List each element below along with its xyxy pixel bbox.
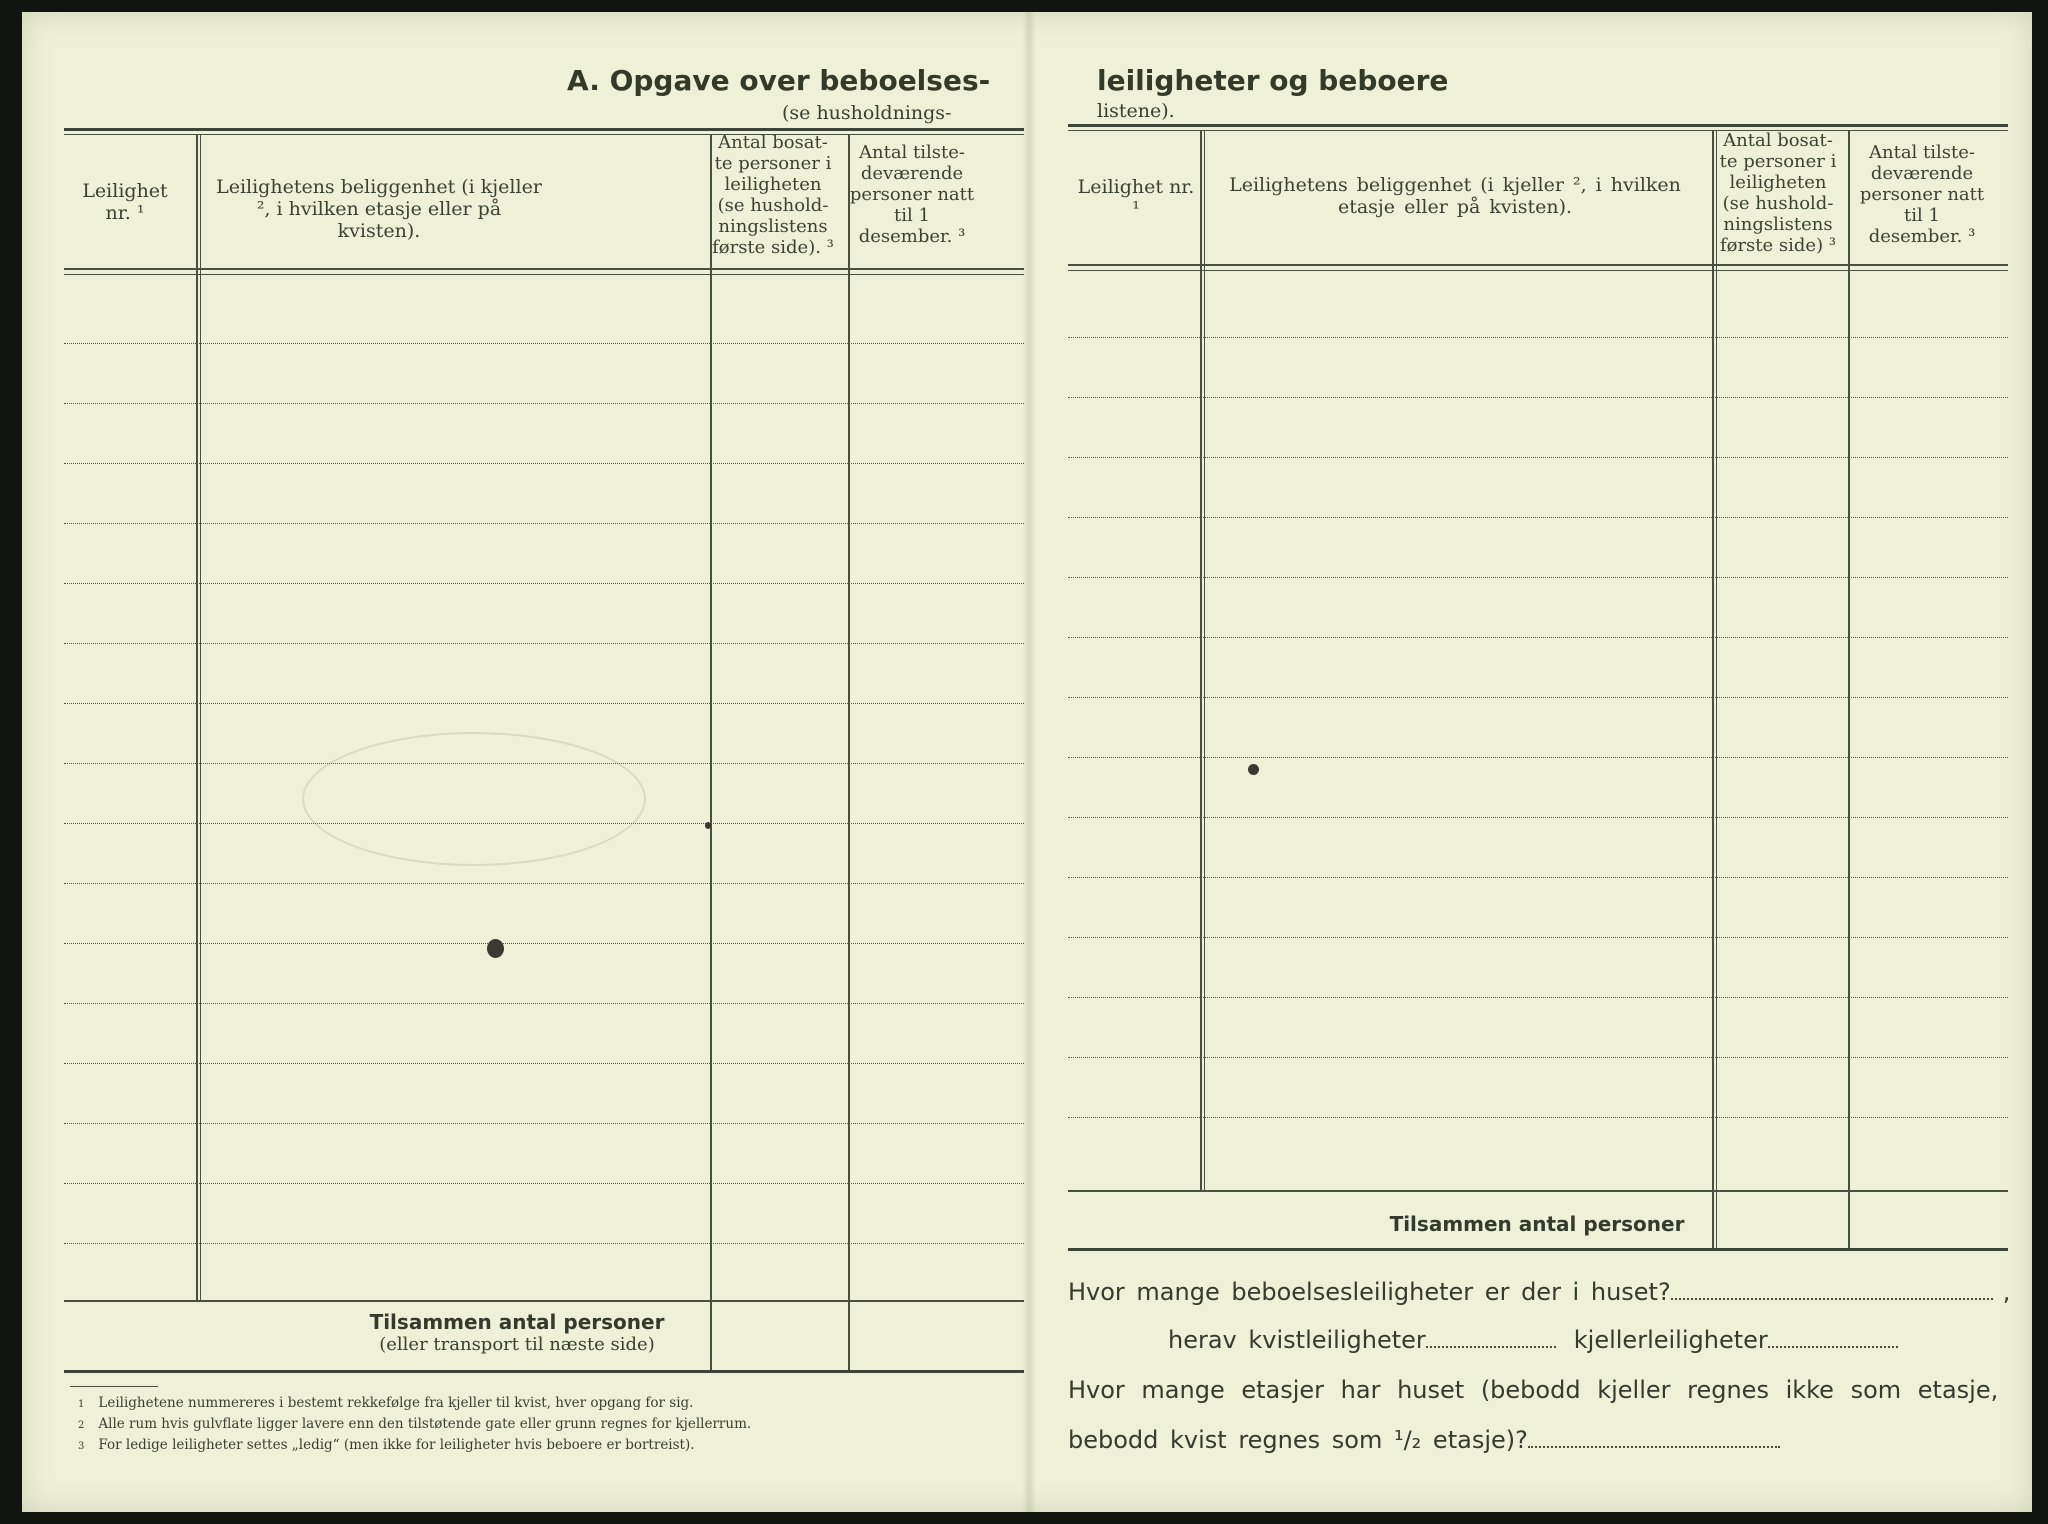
left-header-top-rule-2	[64, 134, 1024, 135]
left-row-line	[64, 583, 1024, 584]
right-row-line	[1068, 337, 2008, 338]
right-row-line	[1068, 397, 2008, 398]
answer-basement-line[interactable]	[1768, 1346, 1898, 1348]
right-col-apartment-nr: Leilighet nr. ¹	[1077, 176, 1195, 220]
left-row-line	[64, 1063, 1024, 1064]
ink-spot	[1248, 764, 1259, 775]
question-apartment-count: Hvor mange beboelsesleiligheter er der i huset? ,	[1068, 1278, 2011, 1306]
right-row-line	[1068, 937, 2008, 938]
left-col-location: Leilighetens beliggenhet (i kjeller ², i hvilken etasje eller på kvisten).	[216, 176, 542, 242]
right-row-line	[1068, 1117, 2008, 1118]
left-divider-3	[848, 134, 850, 1370]
ink-spot	[487, 939, 504, 958]
right-row-line	[1068, 757, 2008, 758]
right-total-bottom-rule	[1068, 1248, 2008, 1251]
question-floors-line2: bebodd kvist regnes som ¹/₂ etasje)?	[1068, 1426, 1780, 1454]
left-title: A. Opgave over beboelses-	[567, 64, 991, 97]
right-divider-3	[1848, 130, 1850, 1248]
ink-dot	[705, 822, 711, 829]
left-divider-1	[196, 134, 198, 1300]
right-row-line	[1068, 877, 2008, 878]
form-sheet	[22, 12, 2032, 1512]
right-col-residents: Antal bosat-te personer i leiligheten (se hushold-ningslistens første side) ³	[1719, 130, 1837, 256]
answer-attic-line[interactable]	[1426, 1346, 1556, 1348]
right-row-line	[1068, 577, 2008, 578]
right-row-line	[1068, 697, 2008, 698]
left-col-present: Antal tilste-deværende personer natt til 1 desember. ³	[849, 142, 975, 247]
right-divider-2b	[1716, 130, 1717, 1248]
left-header-top-rule	[64, 128, 1024, 131]
right-header-top-rule-2	[1068, 130, 2008, 131]
right-header-bottom-rule-2	[1068, 270, 2008, 271]
right-col-present: Antal tilste-deværende personer natt til 1 desember. ³	[1859, 142, 1985, 247]
right-divider-1b	[1204, 130, 1205, 1190]
question-attic-basement: herav kvistleiligheter kjellerleiligheter	[1168, 1326, 1898, 1354]
left-row-line	[64, 343, 1024, 344]
left-col-residents: Antal bosat-te personer i leiligheten (se hushold-ningslistens første side). ³	[712, 132, 834, 258]
left-header-bottom-rule-2	[64, 274, 1024, 275]
right-divider-1	[1200, 130, 1202, 1190]
left-row-line	[64, 523, 1024, 524]
right-header-top-rule	[1068, 124, 2008, 127]
left-total-top-rule	[64, 1300, 1024, 1302]
footnote-separator	[70, 1386, 158, 1387]
right-row-line	[1068, 637, 2008, 638]
left-row-line	[64, 883, 1024, 884]
left-row-line	[64, 1003, 1024, 1004]
right-divider-2	[1712, 130, 1714, 1248]
right-row-line	[1068, 817, 2008, 818]
right-row-line	[1068, 1057, 2008, 1058]
footnote-1: 1 Leilighetene nummereres i bestemt rekkefølge fra kjeller til kvist, hver opgang for sig.	[78, 1395, 694, 1411]
left-header-bottom-rule	[64, 268, 1024, 270]
left-row-line	[64, 403, 1024, 404]
left-col-apartment-nr: Leilighet nr. ¹	[82, 180, 168, 224]
left-divider-1b	[200, 134, 201, 1300]
left-row-line	[64, 1243, 1024, 1244]
left-total-sublabel: (eller transport til næste side)	[379, 1334, 655, 1355]
question-floors-line1: Hvor mange etasjer har huset (bebodd kjeller regnes ikke som etasje,	[1068, 1376, 1999, 1404]
left-subtitle: (se husholdnings-	[782, 102, 952, 124]
left-row-line	[64, 463, 1024, 464]
right-total-top-rule	[1068, 1190, 2008, 1192]
right-row-line	[1068, 517, 2008, 518]
left-divider-2	[710, 134, 712, 1370]
right-header-bottom-rule	[1068, 264, 2008, 266]
left-row-line	[64, 1123, 1024, 1124]
answer-apartment-count-line[interactable]	[1671, 1298, 1993, 1300]
left-row-line	[64, 943, 1024, 944]
right-subtitle: listene).	[1097, 100, 1175, 122]
footnote-3: 3 For ledige leiligheter settes „ledig“ (men ikke for leiligheter hvis beboere er bortreist).	[78, 1437, 695, 1453]
right-col-location: Leilighetens beliggenhet (i kjeller ², i hvilken etasje eller på kvisten).	[1229, 174, 1681, 218]
left-total-label: Tilsammen antal personer	[369, 1310, 665, 1334]
right-row-line	[1068, 997, 2008, 998]
answer-floors-line[interactable]	[1528, 1446, 1780, 1448]
right-total-label: Tilsammen antal personer	[1389, 1212, 1685, 1236]
left-row-line	[64, 643, 1024, 644]
right-title: leiligheter og beboere	[1097, 64, 1449, 97]
faded-stamp	[302, 732, 646, 866]
left-row-line	[64, 703, 1024, 704]
footnote-2: 2 Alle rum hvis gulvflate ligger lavere enn den tilstøtende gate eller grunn regnes for kjellerrum.	[78, 1416, 752, 1432]
left-row-line	[64, 1183, 1024, 1184]
left-total-bottom-rule	[64, 1370, 1024, 1373]
page-fold	[1022, 12, 1036, 1512]
right-row-line	[1068, 457, 2008, 458]
